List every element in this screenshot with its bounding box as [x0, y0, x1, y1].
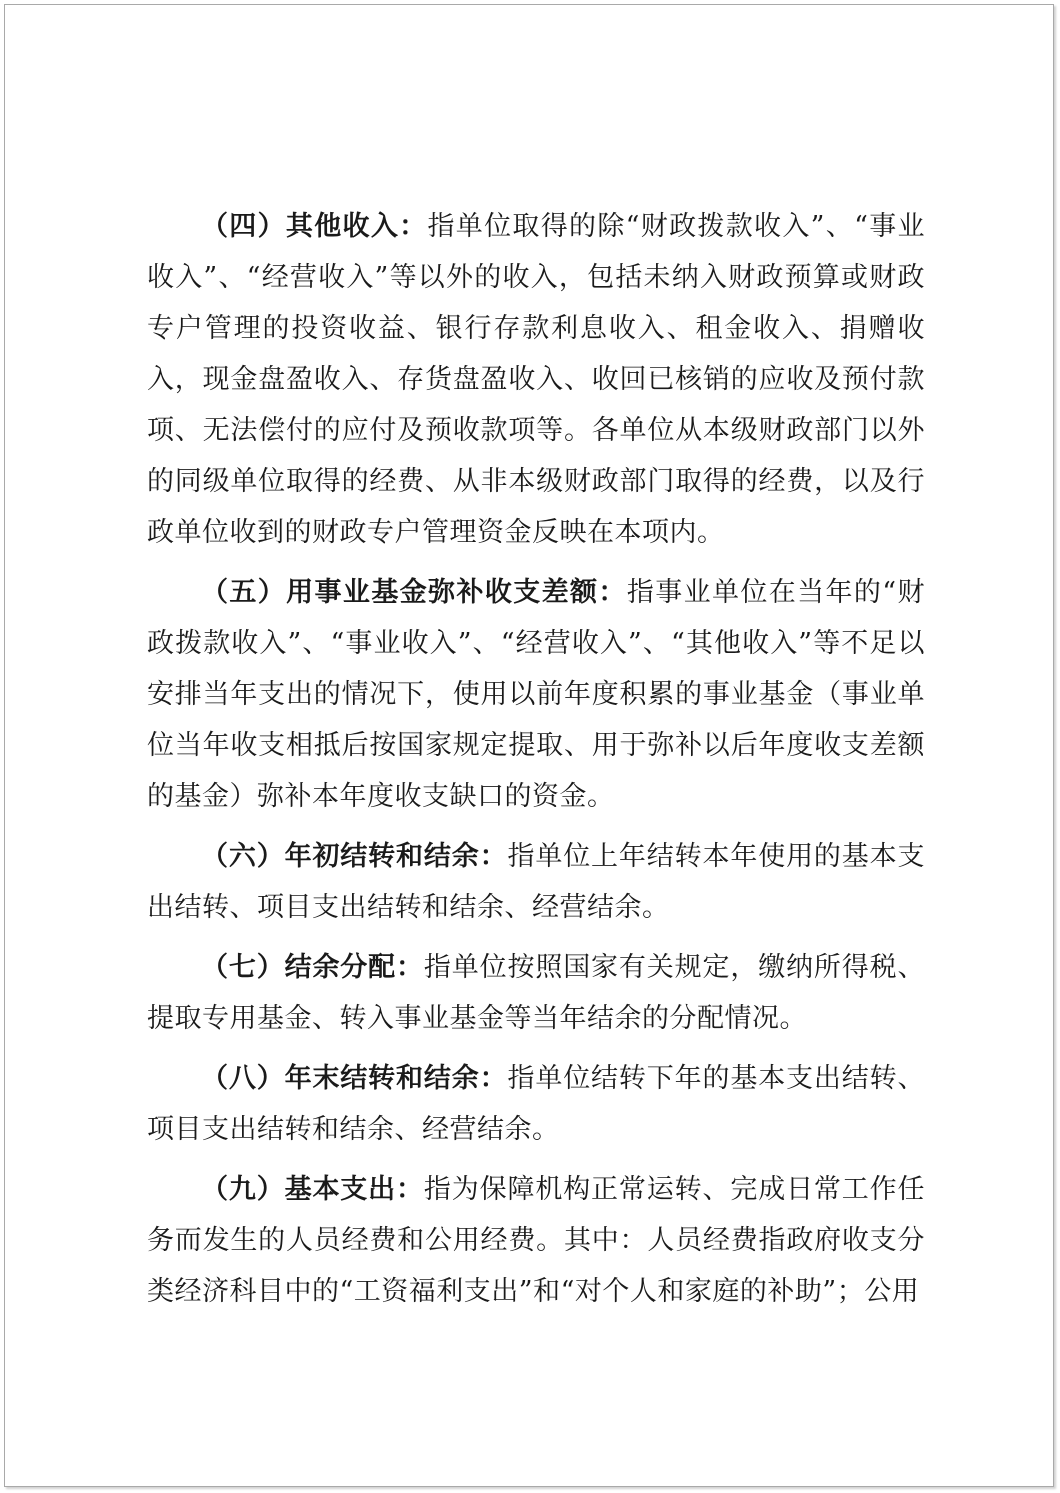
paragraph-heading: （四）其他收入：: [201, 211, 428, 242]
paragraph-heading: （五）用事业基金弥补收支差额：: [201, 577, 627, 608]
paragraph-text: 指为保障机构正常运转、完成日常工作任务而发生的人员经费和公用经费。其中：人员经费指政府收支分类经济科目中的“工资福利支出”和“对个人和家庭的补助”；公用: [147, 1174, 926, 1307]
paragraph-surplus-distribution: [147, 942, 925, 1044]
paragraph-heading: （九）基本支出：: [201, 1174, 424, 1205]
paragraph-heading: （八）年末结转和结余：: [201, 1063, 508, 1094]
paragraph-other-income: [147, 201, 925, 558]
paragraph-basic-expenditure: [147, 1164, 925, 1317]
paragraph-text: 指单位取得的除“财政拨款收入”、“事业收入”、“经营收入”等以外的收入，包括未纳入财政预算或财政专户管理的投资收益、银行存款利息收入、租金收入、捐赠收入，现金盘盈收入、存货盘盈收入、收回已核销的应收及预付款项、无法偿付的应付及预收款项等。各单位从本级财政部门以外的同级单位取得的经费、从非本级财政部门取得的经费，以及行政单位收到的财政专户管理资金反映在本项内。: [147, 211, 926, 548]
paragraph-text: 指单位结转下年的基本支出结转、项目支出结转和结余、经营结余。: [147, 1063, 926, 1145]
paragraph-closing-balance: [147, 1053, 925, 1155]
paragraph-text: 指事业单位在当年的“财政拨款收入”、“事业收入”、“经营收入”、“其他收入”等不足以安排当年支出的情况下，使用以前年度积累的事业基金（事业单位当年收支相抵后按国家规定提取、用于弥补以后年度收支差额的基金）弥补本年度收支缺口的资金。: [147, 577, 925, 812]
document-page: [4, 4, 1054, 1487]
paragraph-text: 指单位按照国家有关规定，缴纳所得税、提取专用基金、转入事业基金等当年结余的分配情况。: [147, 952, 926, 1034]
paragraph-text: 指单位上年结转本年使用的基本支出结转、项目支出结转和结余、经营结余。: [147, 841, 926, 923]
paragraph-heading: （七）结余分配：: [201, 952, 424, 983]
document-body: [147, 201, 925, 1326]
paragraph-heading: （六）年初结转和结余：: [201, 841, 508, 872]
paragraph-opening-balance: [147, 831, 925, 933]
paragraph-fund-offset: [147, 567, 925, 822]
